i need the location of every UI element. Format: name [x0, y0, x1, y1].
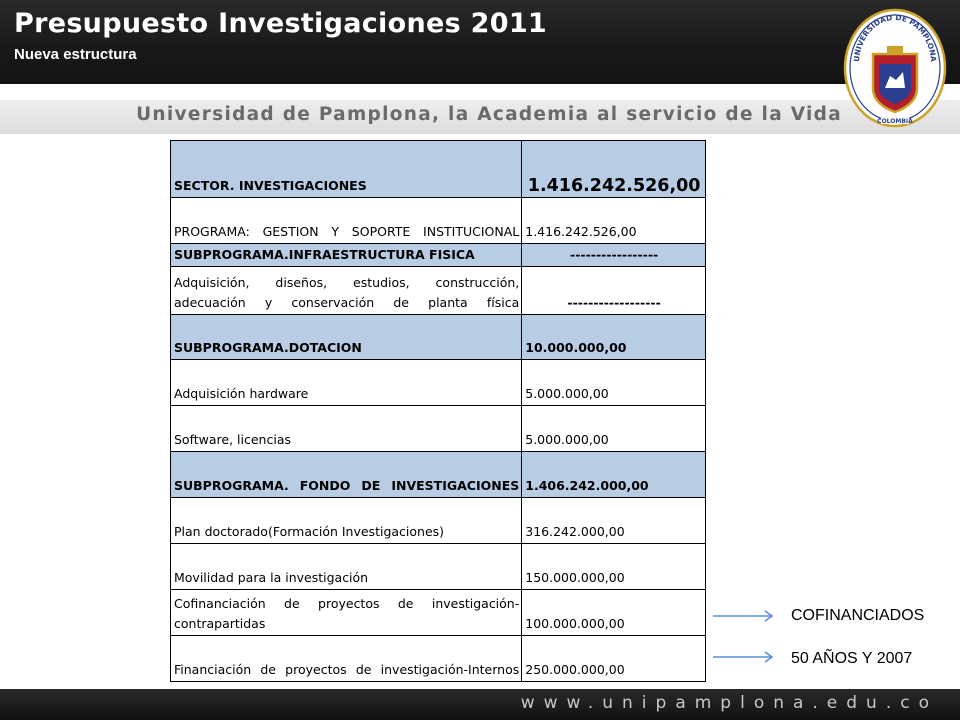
- table-cell-label: SUBPROGRAMA.DOTACION: [171, 315, 522, 360]
- university-seal-icon: [843, 8, 947, 134]
- page-title: Presupuesto Investigaciones 2011: [14, 8, 548, 39]
- table-row: [171, 544, 706, 590]
- table-row: [171, 590, 706, 636]
- table-row: [171, 267, 706, 315]
- table-cell-value: 250.000.000,00: [522, 636, 706, 682]
- table-cell-label: Financiación de proyectos de investigación-Internos: [171, 636, 522, 682]
- table-cell-value: 150.000.000,00: [522, 544, 706, 590]
- note-anos: 50 AÑOS Y 2007: [791, 650, 913, 667]
- table-row: [171, 406, 706, 452]
- table-cell-label: SECTOR. INVESTIGACIONES: [171, 141, 522, 198]
- table-cell-label: Cofinanciación de proyectos de investigación-contrapartidas: [171, 590, 522, 636]
- page-subtitle: Nueva estructura: [14, 46, 137, 63]
- table-row: [171, 636, 706, 682]
- arrow-right-icon: [713, 610, 775, 622]
- table-cell-label: Adquisición hardware: [171, 360, 522, 406]
- table-cell-value: 1.416.242.526,00: [522, 198, 706, 244]
- table-cell-label: SUBPROGRAMA. FONDO DE INVESTIGACIONES: [171, 452, 522, 498]
- table-cell-label: SUBPROGRAMA.INFRAESTRUCTURA FISICA: [171, 244, 522, 267]
- arrow-right-icon: [713, 651, 775, 663]
- seal-country-text: COLOMBIA: [877, 118, 913, 125]
- table-cell-value: ------------------: [522, 267, 706, 315]
- university-motto: Universidad de Pamplona, la Academia al servicio de la Vida: [136, 104, 842, 125]
- table-cell-label: PROGRAMA: GESTION Y SOPORTE INSTITUCIONAL: [171, 198, 522, 244]
- table-row: [171, 360, 706, 406]
- table-row: [171, 498, 706, 544]
- table-row: [171, 315, 706, 360]
- table-cell-value: 5.000.000,00: [522, 360, 706, 406]
- table-cell-label: Software, licencias: [171, 406, 522, 452]
- table-cell-value: -----------------: [522, 244, 706, 267]
- table-cell-value: 5.000.000,00: [522, 406, 706, 452]
- table-cell-value: 1.416.242.526,00: [522, 141, 706, 198]
- table-cell-value: 1.406.242.000,00: [522, 452, 706, 498]
- table-cell-value: 316.242.000,00: [522, 498, 706, 544]
- table-row: [171, 141, 706, 198]
- table-cell-value: 100.000.000,00: [522, 590, 706, 636]
- table-row: [171, 244, 706, 267]
- note-cofinanciados: COFINANCIADOS: [791, 607, 925, 624]
- table-cell-label: Plan doctorado(Formación Investigaciones): [171, 498, 522, 544]
- seal-ring-text: UNIVERSIDAD DE PAMPLONA: [851, 12, 939, 63]
- table-row: [171, 452, 706, 498]
- table-row: [171, 198, 706, 244]
- footer-url: www.unipamplona.edu.co: [520, 693, 938, 713]
- table-cell-label: Movilidad para la investigación: [171, 544, 522, 590]
- table-cell-label: Adquisición, diseños, estudios, construcción, adecuación y conservación de planta física: [171, 267, 522, 315]
- table-cell-value: 10.000.000,00: [522, 315, 706, 360]
- budget-table: [170, 140, 706, 682]
